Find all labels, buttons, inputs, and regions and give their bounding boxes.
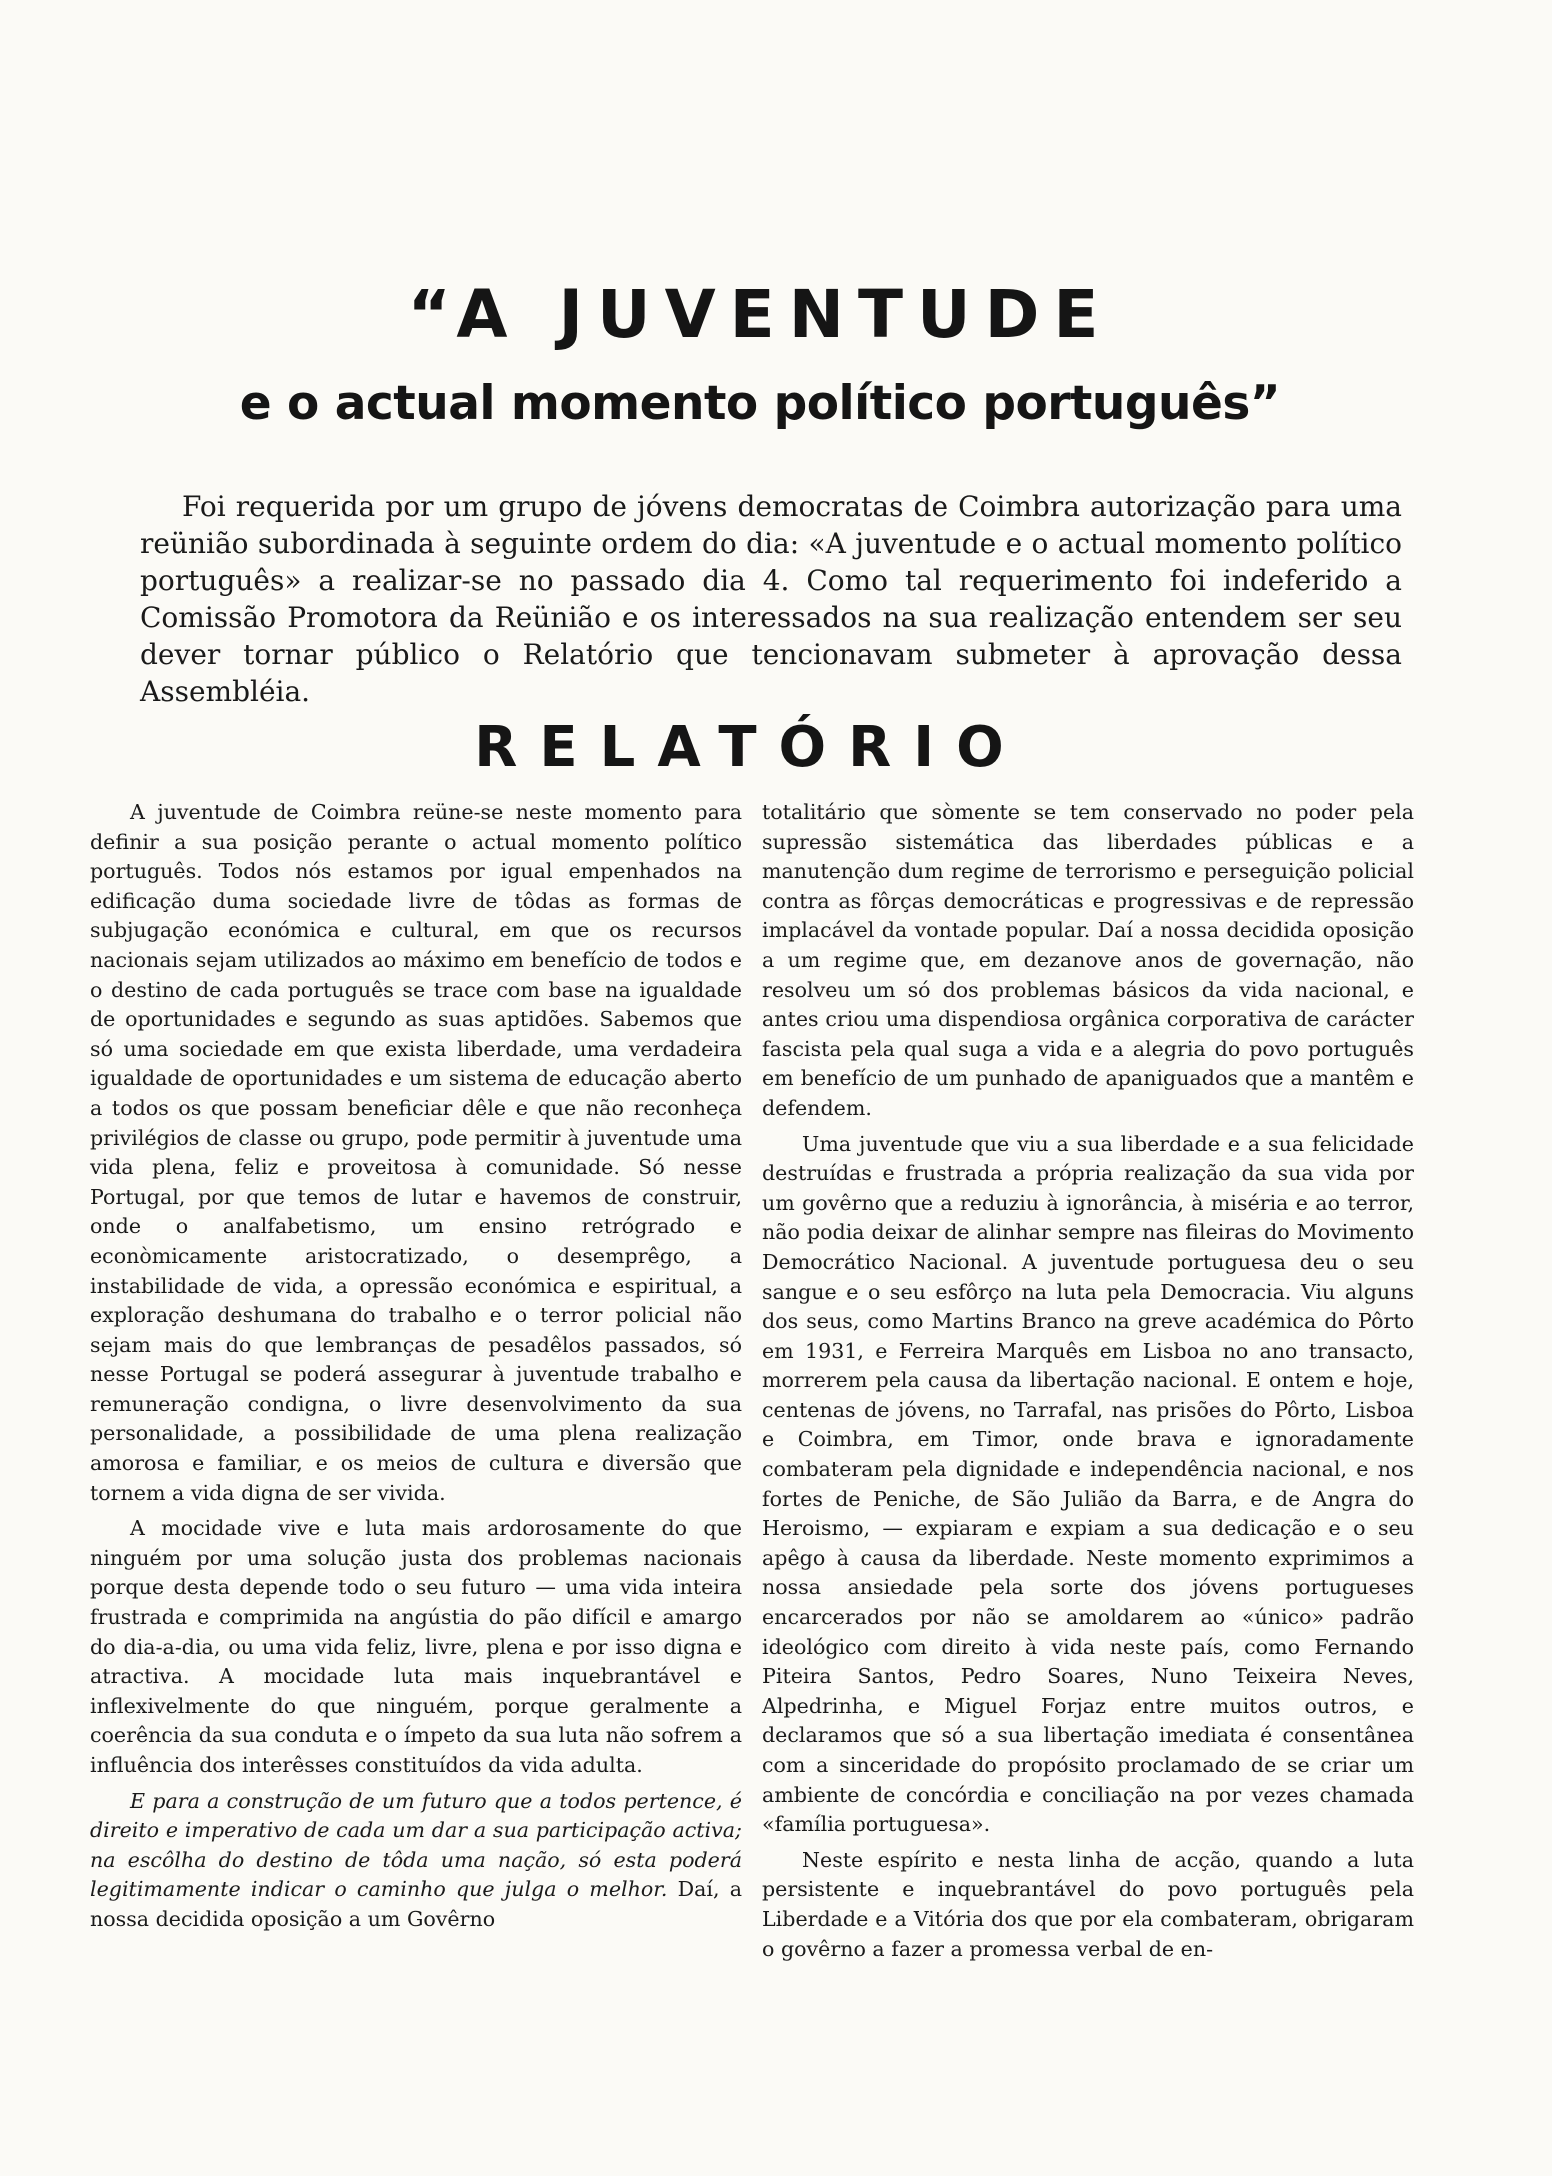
left-paragraph-3-italic: E para a construção de um futuro que a todos pertence, é direito e imperativo de cada um dar a sua participação activa; na escôlha do destino de tôda uma nação, só esta poderá legitimamente indicar o caminho que julga o melhor. [90,1788,742,1902]
right-column [762,798,1414,1964]
right-paragraph-2: Uma juventude que viu a sua liberdade e a sua felicidade destruídas e frustrada a própria realização da sua vida por um govêrno que a reduziu à ignorância, à miséria e ao terror, não podia deixar de alinhar sempre nas fileiras do Movimento Democrático Nacional. A juventude portuguesa deu o seu sangue e o seu esfôrço na luta pela Democracia. Viu alguns dos seus, como Martins Branco na greve académica do Pôrto em 1931, e Ferreira Marquês em Lisboa no ano transacto, morrerem pela causa da libertação nacional. E ontem e hoje, centenas de jóvens, no Tarrafal, nas prisões do Pôrto, Lisboa e Coimbra, em Timor, onde brava e ignoradamente combateram pela dignidade e independência nacional, e nos fortes de Peniche, de São Julião da Barra, e de Angra do Heroismo, — expiaram e expiam a sua dedicação e o seu apêgo à causa da liberdade. Neste momento exprimimos a nossa ansiedade pela sorte dos jóvens portugueses encarcerados por não se amoldarem ao «único» padrão ideológico com direito à vida neste país, como Fernando Piteira Santos, Pedro Soares, Nuno Teixeira Neves, Alpedrinha, e Miguel Forjaz entre muitos outros, e declaramos que só a sua libertação imediata é consentânea com a sinceridade do propósito proclamado de se criar um ambiente de concórdia e conciliação na por vezes chamada «família portuguesa». [762,1131,1414,1837]
right-paragraph-1: totalitário que sòmente se tem conservado no poder pela supressão sistemática das liberdades públicas e a manutenção dum regime de terrorismo e perseguição policial contra as fôrças democráticas e progressivas e de repressão implacável da vontade popular. Daí a nossa decidida oposição a um regime que, em dezanove anos de governação, não resolveu um só dos problemas básicos da vida nacional, e antes criou uma dispendiosa orgânica corporativa de carácter fascista pela qual suga a vida e a alegria do povo português em benefício de um punhado de apaniguados que a mantêm e defendem. [762,800,1414,1120]
left-paragraph-1: A juventude de Coimbra reüne-se neste momento para definir a sua posição perante o actual momento político português. Todos nós estamos por igual empenhados na edificação duma sociedade livre de tôdas as formas de subjugação económica e cultural, em que os recursos nacionais sejam utilizados ao máximo em benefício de todos e o destino de cada português se trace com base na igualdade de oportunidades e segundo as suas aptidões. Sabemos que só uma sociedade em que exista liberdade, uma verdadeira igualdade de oportunidades e um sistema de educação aberto a todos os que possam beneficiar dêle e que não reconheça privilégios de classe ou grupo, pode permitir à juventude uma vida plena, feliz e proveitosa à comunidade. Só nesse Portugal, por que temos de lutar e havemos de construir, onde o analfabetismo, um ensino retrógrado e econòmicamente aristocratizado, o desemprêgo, a instabilidade de vida, a opressão económica e espiritual, a exploração deshumana do trabalho e o terror policial não sejam mais do que lembranças de pesadêlos passados, só nesse Portugal se poderá assegurar à juventude trabalho e remuneração condigna, o livre desenvolvimento da sua personalidade, a possibilidade de uma plena realização amorosa e familiar, e os meios de cultura e diversão que tornem a vida digna de ser vivida. [90,800,742,1505]
left-column [90,798,742,1935]
page-subtitle: e o actual momento político português” [239,376,1281,431]
left-paragraph-3 [90,1787,742,1935]
intro-paragraph: Foi requerida por um grupo de jóvens democratas de Coimbra autorização para uma reünião subordinada à seguinte ordem do dia: «A juventude e o actual momento político português» a realizar-se no passado dia 4. Como tal requerimento foi indeferido a Comissão Promotora da Reünião e os interessados na sua realização entendem ser seu dever tornar público o Relatório que tencionavam submeter à aprovação dessa Assembléia. [140,490,1402,708]
right-paragraph-3: Neste espírito e nesta linha de acção, quando a luta persistente e inquebrantável do povo português pela Liberdade e a Vitória dos que por ela combateram, obrigaram o govêrno a fazer a promessa verbal de en- [762,1847,1414,1961]
left-paragraph-2: A mocidade vive e luta mais ardorosamente do que ninguém por uma solução justa dos problemas nacionais porque desta depende todo o seu futuro — uma vida inteira frustrada e comprimida na angústia do pão difícil e amargo do dia-a-dia, ou uma vida feliz, livre, plena e por isso digna e atractiva. A mocidade luta mais inquebrantável e inflexivelmente do que ninguém, porque geralmente a coerência da sua conduta e o ímpeto da sua luta não sofrem a influência dos interêsses constituídos da vida adulta. [90,1516,742,1777]
page-title: “A JUVENTUDE [407,276,1113,353]
left-paragraph-3-rest: Daí, a nossa decidida oposição a um Govêrno [90,1877,742,1931]
section-title: RELATÓRIO [474,715,1026,780]
